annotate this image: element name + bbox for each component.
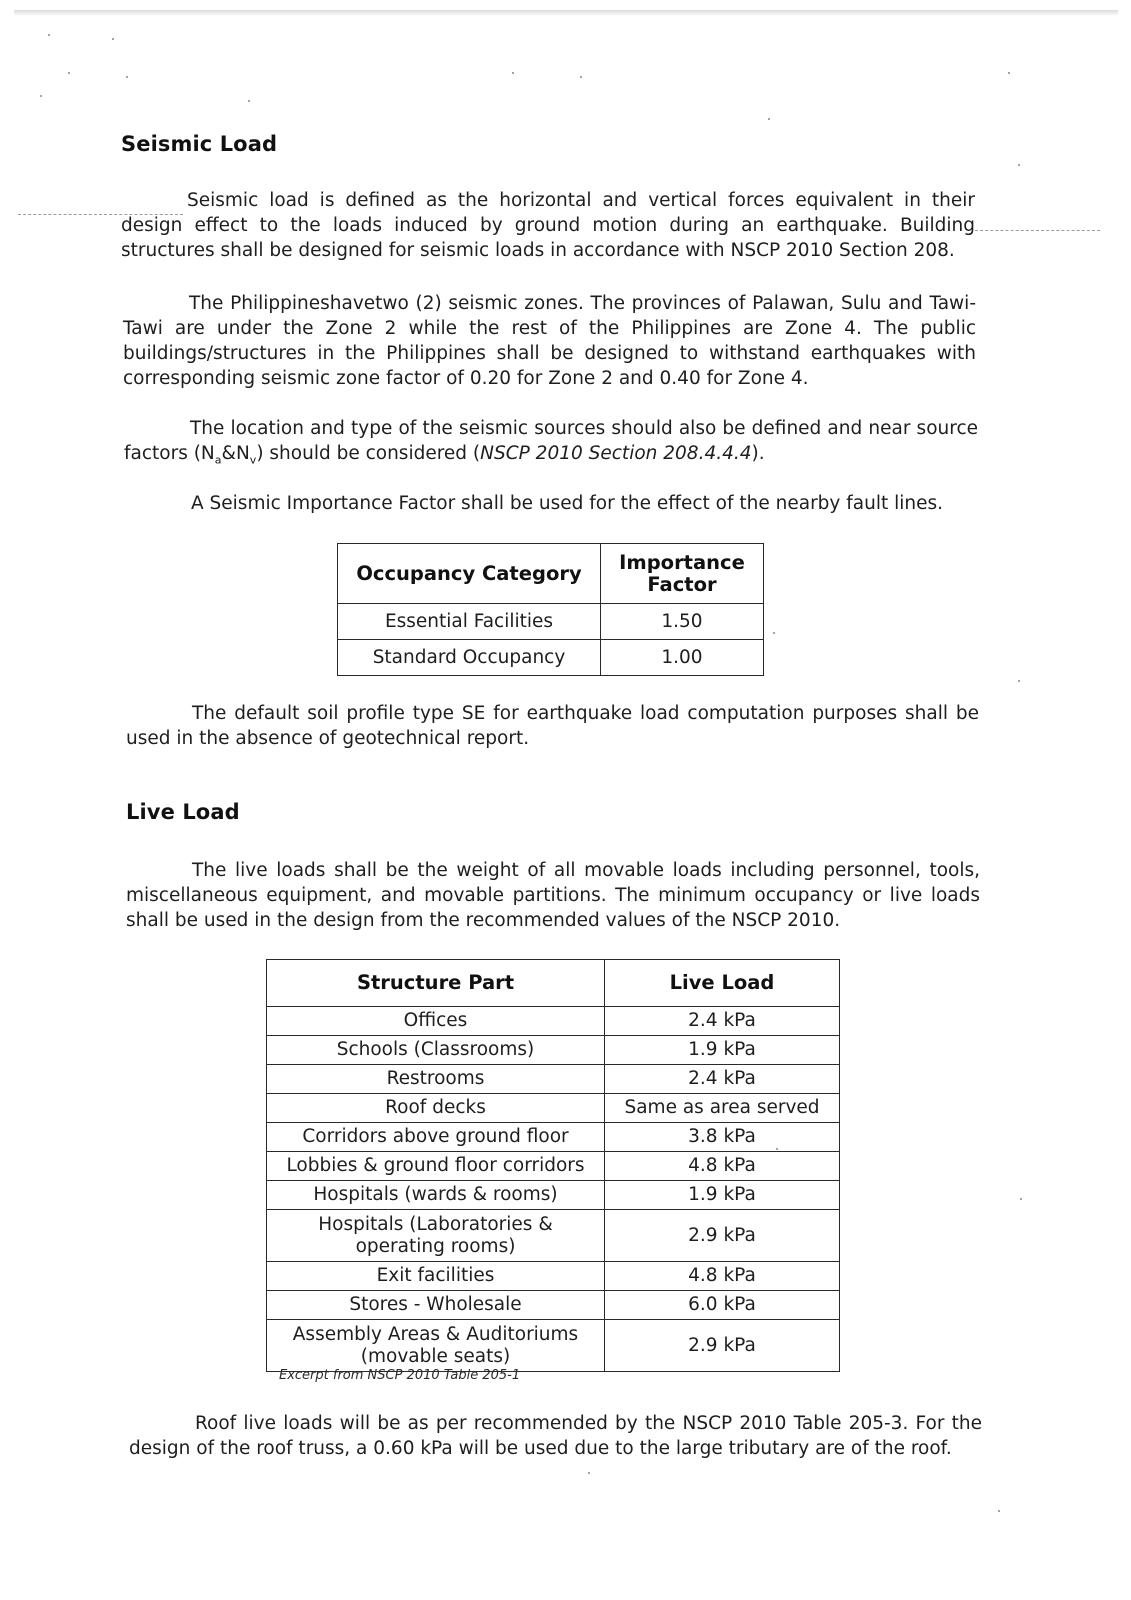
- seismic-paragraph-4: A Seismic Importance Factor shall be used for the effect of the nearby fault lines.: [191, 493, 943, 514]
- table-row: [267, 1291, 840, 1320]
- structure-part-cell: Hospitals (wards & rooms): [267, 1181, 605, 1210]
- live-load-paragraph-1: The live loads shall be the weight of all movable loads including personnel, tools, miscellaneous equipment, and movable partitions. The minimum occupancy or live loads shall be used in the design from the recommended values of the NSCP 2010.: [126, 860, 980, 931]
- live-load-cell: 2.4 kPa: [605, 1065, 840, 1094]
- near-source-text-middle: ) should be considered (: [256, 443, 481, 464]
- seismic-paragraph-1: Seismic load is defined as the horizontal and vertical forces equivalent in their design effect to the loads induced by ground motion during an earthquake. Building structures shall be designed for seismic loads in accordance with NSCP 2010 Section 208.: [121, 190, 975, 261]
- importance-factor-table: [337, 543, 764, 676]
- live-load-cell: 1.9 kPa: [605, 1181, 840, 1210]
- nscp-section-reference: NSCP 2010 Section 208.4.4.4: [480, 443, 752, 464]
- structure-part-cell: Schools (Classrooms): [267, 1036, 605, 1065]
- structure-part-cell: Lobbies & ground floor corridors: [267, 1152, 605, 1181]
- table-row: [267, 1007, 840, 1036]
- occupancy-cell: Essential Facilities: [338, 604, 601, 640]
- structure-part-cell: Hospitals (Laboratories & operating rooms): [267, 1210, 605, 1262]
- near-source-text-prefix: The location and type of the seismic sources should also be defined and near source factors (N: [124, 418, 978, 464]
- live-load-cell: 6.0 kPa: [605, 1291, 840, 1320]
- live-load-cell: 4.8 kPa: [605, 1152, 840, 1181]
- live-load-cell: 1.9 kPa: [605, 1036, 840, 1065]
- structure-part-cell: Corridors above ground floor: [267, 1123, 605, 1152]
- seismic-load-heading: Seismic Load: [121, 132, 278, 156]
- header-live-load: Live Load: [605, 960, 840, 1007]
- table-row: [267, 1152, 840, 1181]
- importance-factor-cell: 1.50: [601, 604, 764, 640]
- seismic-paragraph-2: The Philippineshavetwo (2) seismic zones. The provinces of Palawan, Sulu and Tawi-Tawi are under the Zone 2 while the rest of the Philippines are Zone 4. The public buildings/structures in the Philippines shall be designed to withstand earthquakes with corresponding seismic zone factor of 0.20 for Zone 2 and 0.40 for Zone 4.: [123, 293, 976, 389]
- structure-part-cell: Roof decks: [267, 1094, 605, 1123]
- live-load-table-header-row: [267, 960, 840, 1007]
- occupancy-cell: Standard Occupancy: [338, 640, 601, 676]
- table-row: [267, 1210, 840, 1262]
- table-row: [267, 1094, 840, 1123]
- live-load-heading: Live Load: [126, 800, 240, 824]
- table-row: [267, 1065, 840, 1094]
- table-source-caption: Excerpt from NSCP 2010 Table 205-1: [279, 1368, 521, 1383]
- importance-factor-cell: 1.00: [601, 640, 764, 676]
- structure-part-cell: Assembly Areas & Auditoriums (movable seats): [267, 1320, 605, 1372]
- table-row: [267, 1123, 840, 1152]
- header-structure-part: Structure Part: [267, 960, 605, 1007]
- live-load-paragraph-2: Roof live loads will be as per recommended by the NSCP 2010 Table 205-3. For the design of the roof truss, a 0.60 kPa will be used due to the large tributary are of the roof.: [129, 1413, 982, 1459]
- table-row: [267, 1320, 840, 1372]
- structure-part-cell: Exit facilities: [267, 1262, 605, 1291]
- structure-part-cell: Offices: [267, 1007, 605, 1036]
- live-load-cell: 4.8 kPa: [605, 1262, 840, 1291]
- near-source-text-suffix: ).: [751, 443, 765, 464]
- live-load-cell: Same as area served: [605, 1094, 840, 1123]
- subscript-a: a: [214, 453, 222, 467]
- live-load-table: [266, 959, 840, 1372]
- table-row: [267, 1181, 840, 1210]
- structure-part-cell: Stores - Wholesale: [267, 1291, 605, 1320]
- header-importance-factor: Importance Factor: [601, 544, 764, 604]
- live-load-cell: 3.8 kPa: [605, 1123, 840, 1152]
- header-occupancy-category: Occupancy Category: [338, 544, 601, 604]
- table-row: [338, 640, 764, 676]
- table-row: [267, 1262, 840, 1291]
- seismic-paragraph-3: [124, 416, 978, 473]
- near-source-amp: &N: [221, 443, 250, 464]
- importance-table-header-row: [338, 544, 764, 604]
- subscript-v: v: [249, 453, 257, 467]
- live-load-cell: 2.9 kPa: [605, 1320, 840, 1372]
- seismic-paragraph-5: The default soil profile type SE for earthquake load computation purposes shall be used in the absence of geotechnical report.: [126, 703, 979, 749]
- live-load-cell: 2.4 kPa: [605, 1007, 840, 1036]
- table-row: [267, 1036, 840, 1065]
- table-row: [338, 604, 764, 640]
- structure-part-cell: Restrooms: [267, 1065, 605, 1094]
- live-load-cell: 2.9 kPa: [605, 1210, 840, 1262]
